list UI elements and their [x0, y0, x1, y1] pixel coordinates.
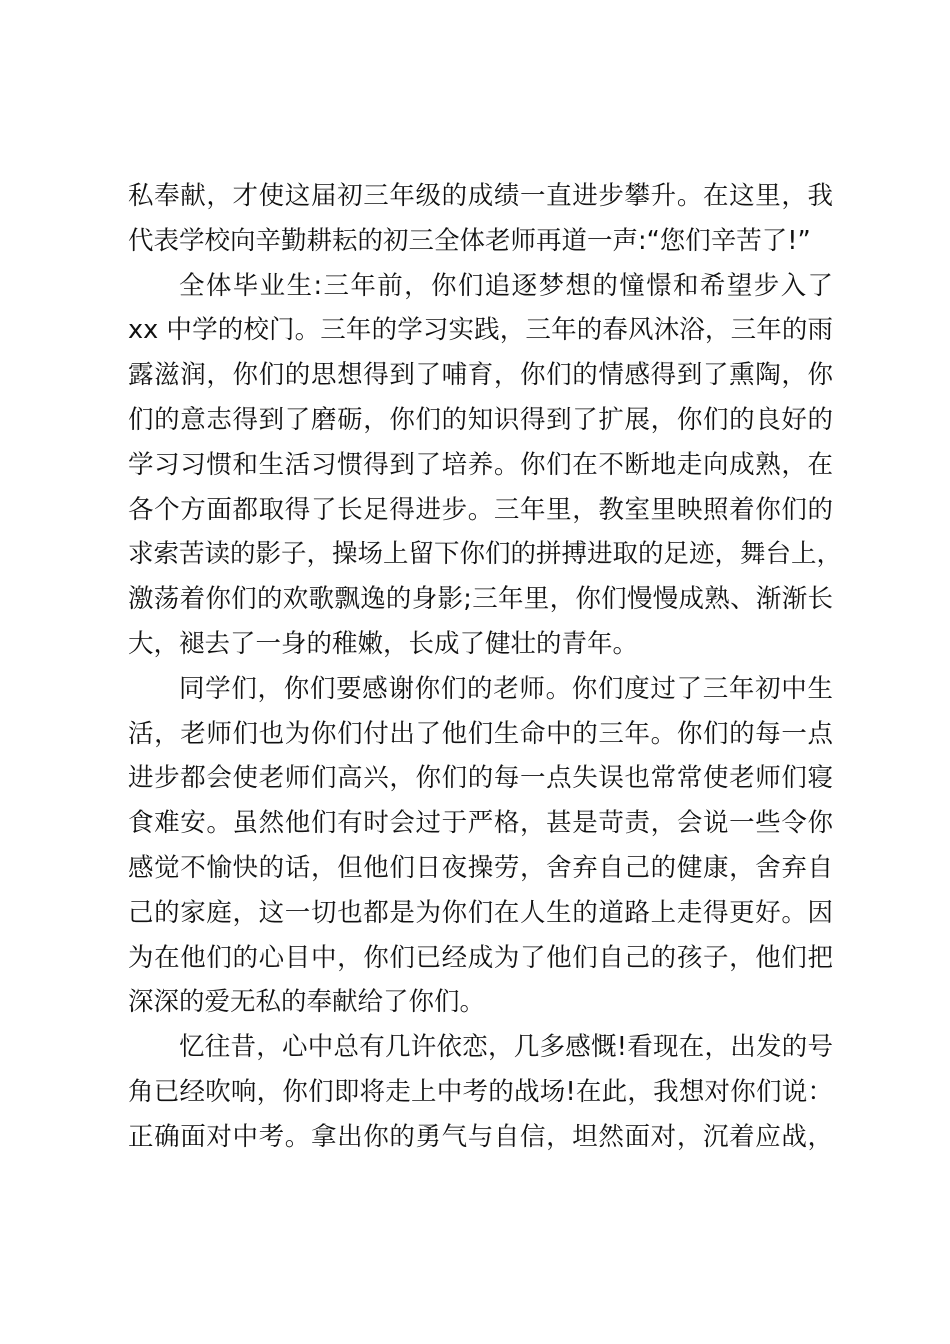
- text-line: 角已经吹响，你们即将走上中考的战场!在此，我想对你们说：: [128, 1076, 833, 1107]
- text-line: 正确面对中考。拿出你的勇气与自信，坦然面对，沉着应战，: [128, 1121, 833, 1152]
- text-line: 学习习惯和生活习惯得到了培养。你们在不断地走向成熟，在: [128, 449, 833, 480]
- paragraph-first-line: 同学们，你们要感谢你们的老师。你们度过了三年初中生: [179, 673, 833, 704]
- text-line: 己的家庭，这一切也都是为你们在人生的道路上走得更好。因: [128, 897, 833, 928]
- text-line: 私奉献，才使这届初三年级的成绩一直进步攀升。在这里，我: [128, 181, 833, 211]
- paragraph-first-line: 全体毕业生:三年前，你们追逐梦想的憧憬和希望步入了: [179, 270, 833, 301]
- text-line: xx 中学的校门。三年的学习实践，三年的春风沐浴，三年的雨: [128, 315, 833, 346]
- text-line: 大，褪去了一身的稚嫩，长成了健壮的青年。: [128, 628, 639, 659]
- body-text: [128, 174, 843, 1160]
- text-line: 为在他们的心目中，你们已经成为了他们自己的孩子，他们把: [128, 942, 833, 973]
- text-line: 进步都会使老师们高兴，你们的每一点失误也常常使老师们寝: [128, 763, 833, 794]
- text-line: 活，老师们也为你们付出了他们生命中的三年。你们的每一点: [128, 718, 833, 749]
- text-line: 食难安。虽然他们有时会过于严格，甚是苛责，会说一些令你: [128, 808, 833, 839]
- text-line: 感觉不愉快的话，但他们日夜操劳，舍弃自己的健康，舍弃自: [128, 852, 833, 883]
- text-line: 各个方面都取得了长足得进步。三年里，教室里映照着你们的: [128, 494, 833, 525]
- text-line: 激荡着你们的欢歌飘逸的身影;三年里，你们慢慢成熟、渐渐长: [128, 584, 833, 615]
- text-line: 露滋润，你们的思想得到了哺育，你们的情感得到了熏陶，你: [128, 360, 833, 391]
- text-line: 求索苦读的影子，操场上留下你们的拼搏进取的足迹，舞台上，: [128, 539, 843, 570]
- text-line: 代表学校向辛勤耕耘的初三全体老师再道一声:“您们辛苦了!”: [128, 225, 811, 256]
- text-line: 深深的爱无私的奉献给了你们。: [128, 987, 486, 1018]
- paragraph-first-line: 忆往昔，心中总有几许依恋，几多感慨!看现在，出发的号: [179, 1032, 833, 1063]
- text-line: 们的意志得到了磨砺，你们的知识得到了扩展，你们的良好的: [128, 404, 833, 435]
